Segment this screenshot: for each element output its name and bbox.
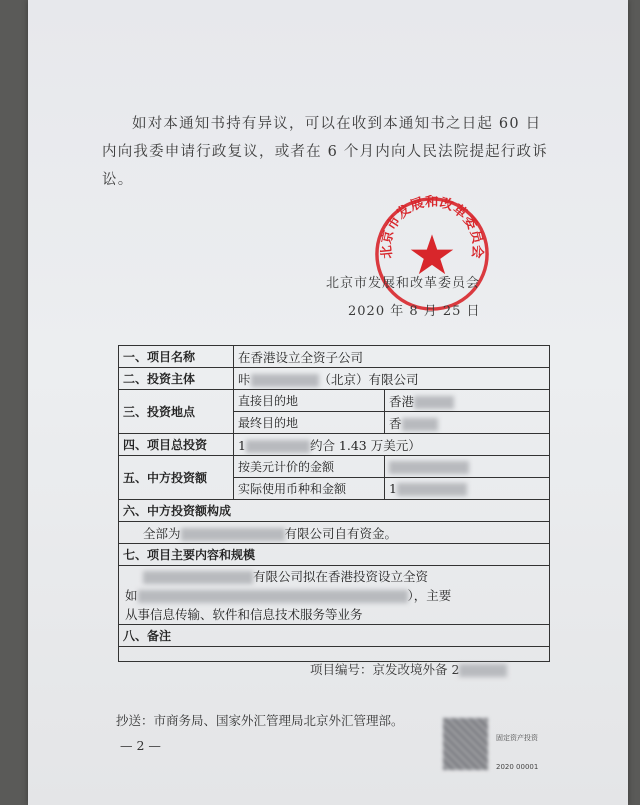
usd-amount-label: 按美元计价的金额 [234, 456, 385, 478]
table-row [119, 566, 550, 625]
project-name-label: 一、项目名称 [119, 346, 234, 368]
stamp-caption: 固定资产投资 [496, 734, 538, 742]
page-number: — 2 — [120, 738, 161, 753]
direct-destination-value: 香港 [385, 390, 550, 412]
direct-destination-label: 直接目的地 [234, 390, 385, 412]
final-destination-value: 香 [385, 412, 550, 434]
paragraph-line-3: 讼。 [102, 172, 134, 188]
seal-star-icon [411, 234, 453, 274]
total-investment-value: 1 约合 1.43 万美元） [234, 434, 550, 456]
project-name-value: 在香港设立全资子公司 [234, 346, 550, 368]
table-row [119, 625, 550, 647]
table-row [119, 434, 550, 456]
paragraph-line-2: 内向我委申请行政复议，或者在 6 个月内向人民法院提起行政诉 [102, 144, 548, 160]
project-content-label: 七、项目主要内容和规模 [119, 544, 550, 566]
table-row [119, 456, 550, 478]
signature-org: 北京市发展和改革委员会 [326, 276, 481, 291]
chinese-investment-label: 五、中方投资额 [119, 456, 234, 500]
project-number: 项目编号：京发改境外备 2 [310, 660, 507, 678]
document-page [28, 0, 628, 805]
filing-form-table [118, 345, 550, 662]
total-investment-label: 四、项目总投资 [119, 434, 234, 456]
stamp-code: 2020 00001 [496, 763, 539, 771]
table-row [119, 368, 550, 390]
official-seal [373, 195, 491, 313]
blurred-qr-code [443, 718, 488, 770]
cc-line: 抄送：市商务局、国家外汇管理局北京外汇管理部。 [116, 713, 404, 728]
usd-amount-value [385, 456, 550, 478]
investor-label: 二、投资主体 [119, 368, 234, 390]
signature-date: 2020 年 8 月 25 日 [348, 304, 481, 319]
table-row [119, 390, 550, 412]
table-row [119, 522, 550, 544]
actual-currency-value: 1 [385, 478, 550, 500]
table-row [119, 544, 550, 566]
actual-currency-label: 实际使用币种和金额 [234, 478, 385, 500]
final-destination-label: 最终目的地 [234, 412, 385, 434]
paragraph-line-1: 如对本通知书持有异议，可以在收到本通知书之日起 60 日 [132, 116, 542, 132]
seal-text: 北京市发展和改革委员会 [379, 195, 485, 260]
investment-composition-label: 六、中方投资额构成 [119, 500, 550, 522]
project-content-value: 有限公司拟在香港投资设立全资 如 ），主要 从事信息传输、软件和信息技术服务等业务 [119, 566, 550, 625]
investment-composition-value: 全部为 有限公司自有资金。 [119, 522, 550, 544]
remarks-label: 八、备注 [119, 625, 550, 647]
table-row [119, 500, 550, 522]
table-row [119, 346, 550, 368]
location-label: 三、投资地点 [119, 390, 234, 434]
investor-value: 咔 （北京）有限公司 [234, 368, 550, 390]
